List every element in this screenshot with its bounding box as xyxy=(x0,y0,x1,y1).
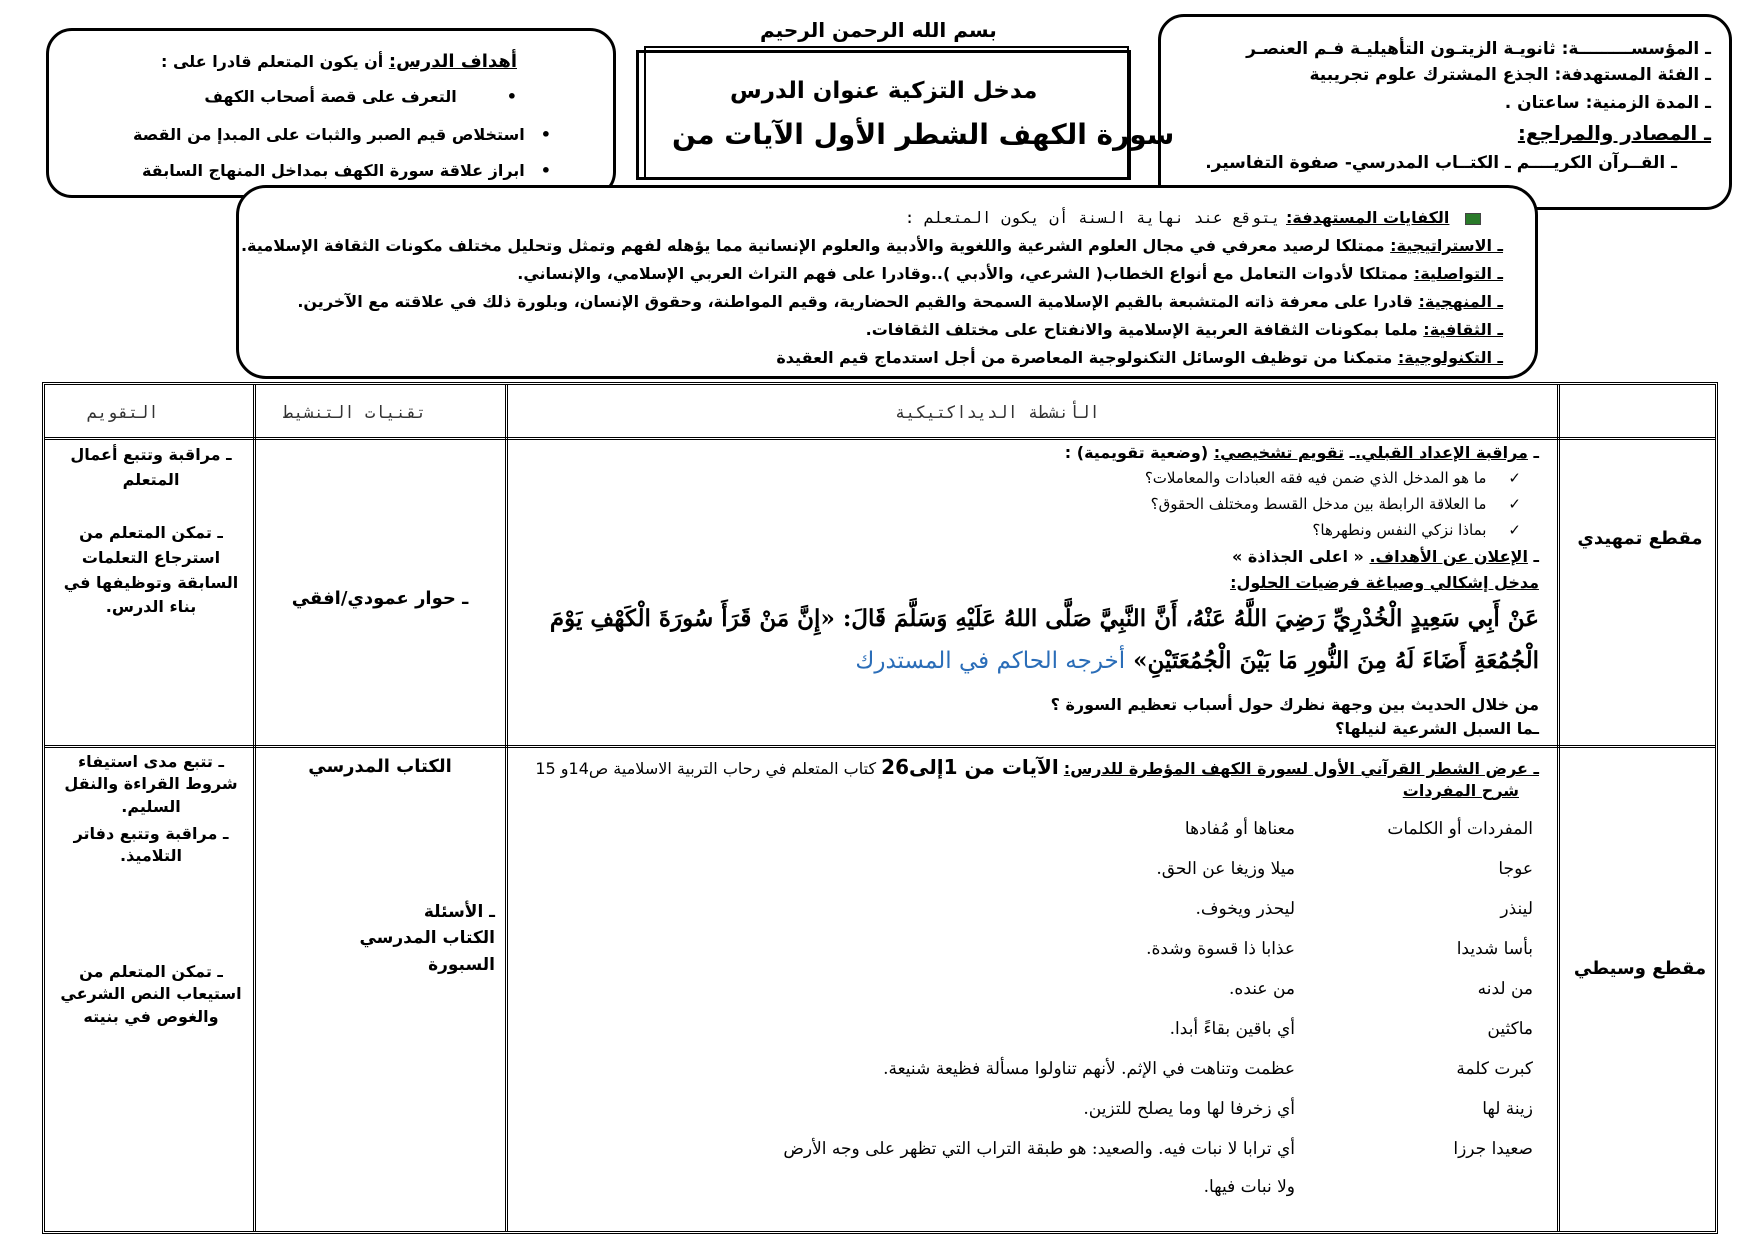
lesson-plan-table xyxy=(42,382,1718,1234)
vocab-meaning: من عنده. xyxy=(1229,979,1295,999)
bullet-icon xyxy=(1465,213,1481,225)
vocab-word: لينذر xyxy=(1500,899,1533,919)
check-item-1: ✓ما هو المدخل الذي ضمن فيه فقه العبادات والمعاملات؟ xyxy=(1144,469,1521,487)
question-1: من خلال الحديث بين وجهة نظرك حول أسباب تعظيم السورة ؟ xyxy=(1050,695,1539,714)
vocab-word: بأسا شديدا xyxy=(1456,939,1533,959)
announce-goals: ـ الإعلان عن الأهداف. « اعلى الجذاذة » xyxy=(1231,547,1539,566)
goal-item-1: •التعرف على قصة أصحاب الكهف xyxy=(204,87,517,106)
evaluation-middle-3: ـ تمكن المتعلم من استيعاب النص الشرعي والغوص في بنيته xyxy=(60,962,242,1026)
competency-cultural: ـ الثقافية: ملما بمكونات الثقافة العربية الإسلامية والانفتاح على مختلف الثقافات. xyxy=(865,320,1503,339)
hadith-line-1: عَنْ أَبِي سَعِيدٍ الْخُدْرِيِّ رَضِيَ اللَّهُ عَنْهُ، أَنَّ النَّبِيَّ صَلَّى اللهُ عَلَيْهِ وَسَلَّمَ قَالَ: «إِنَّ مَنْ قَرَأَ سُورَةَ الْكَهْفِ يَوْمَ xyxy=(549,605,1539,632)
evaluation-intro-1: ـ مراقبة وتتبع أعمال المتعلم xyxy=(70,445,232,489)
diagnostic-heading: ـ مراقبة الإعداد القبلي.ـ تقويم تشخيصي: (وضعية تقويمية) : xyxy=(1064,443,1539,462)
hadith-line-2: الْجُمُعَةِ أَضَاءَ لَهُ مِنَ النُّورِ مَا بَيْنَ الْجُمُعَتَيْنِ» أخرجه الحاكم في المستدرك xyxy=(855,647,1539,674)
lesson-title-line2: سورة الكهف الشطر الأول الآيات من xyxy=(672,118,1175,151)
evaluation-middle-2: ـ مراقبة وتتبع دفاتر التلاميذ. xyxy=(73,824,229,866)
vocab-word: كبرت كلمة xyxy=(1456,1059,1533,1079)
stage-middle: مقطع وسيطي xyxy=(1573,958,1707,979)
evaluation-middle-1: ـ تتبع مدى استيفاء شروط القراءة والنقل السليم. xyxy=(64,752,238,816)
header-activities: الأنشطة الديداكتيكية xyxy=(895,403,1100,423)
check-item-3: ✓بماذا نزكي النفس ونطهرها؟ xyxy=(1312,521,1521,539)
row-separator xyxy=(45,437,1715,440)
competency-technological: ـ التكنولوجية: متمكنا من توظيف الوسائل التكنولوجية المعاصرة من أجل استدماج قيم العقيدة xyxy=(776,348,1503,367)
institution-line: ـ المؤسســـــــــة: ثانويـة الزيتـون التأهيليـة فـم العنصـر xyxy=(1246,39,1711,59)
vocab-word: زينة لها xyxy=(1482,1099,1533,1119)
vocab-meaning: عذابا ذا قسوة وشدة. xyxy=(1146,939,1295,959)
col-separator xyxy=(505,385,508,1231)
stage-intro: مقطع تمهيدي xyxy=(1577,528,1703,549)
techniques-intro: ـ حوار عمودي/افقي xyxy=(291,588,469,609)
vocab-title: شرح المفردات xyxy=(1402,781,1519,800)
question-2: ـما السبل الشرعية لنيلها؟ xyxy=(1335,719,1539,738)
lesson-title-inner-frame xyxy=(644,46,1129,180)
vocab-head-word: المفردات أو الكلمات xyxy=(1387,819,1533,839)
vocab-head-meaning: معناها أو مُفادها xyxy=(1184,819,1295,839)
duration-line: ـ المدة الزمنية: ساعتان . xyxy=(1504,93,1711,113)
problem-heading: مدخل إشكالي وصياغة فرضيات الحلول: xyxy=(1230,573,1539,592)
vocab-meaning: أي ترابا لا نبات فيه. والصعيد: هو طبقة التراب التي تظهر على وجه الأرض xyxy=(783,1139,1295,1159)
basmala: بسم الله الرحمن الرحيم xyxy=(760,18,997,42)
lesson-goals-box xyxy=(46,28,616,198)
goals-heading-line: أهداف الدرس: أن يكون المتعلم قادرا على : xyxy=(161,51,517,72)
vocab-word: من لدنه xyxy=(1477,979,1533,999)
vocab-meaning: عظمت وتناهت في الإثم. لأنهم تناولوا مسألة فظيعة شنيعة. xyxy=(883,1059,1295,1079)
competency-communicative: ـ التواصلية: ممتلكا لأدوات التعامل مع أنواع الخطاب( الشرعي، والأدبي )..وقادرا على فهم التراث العربي الإسلامي، والإنساني. xyxy=(517,264,1503,283)
col-separator xyxy=(1557,385,1560,1231)
competency-methodological: ـ المنهجية: قادرا على معرفة ذاته المتشبعة بالقيم الإسلامية السمحة والقيم الحضارية، وقيم المواطنة، وحقوق الإنسان، وبلورة ذلك في علاقته مع الآخرين. xyxy=(297,292,1503,311)
vocab-meaning: ميلا وزيغا عن الحق. xyxy=(1156,859,1295,879)
presentation-line: ـ عرض الشطر القرآني الأول لسورة الكهف المؤطرة للدرس: الآيات من 1إلى26 كتاب المتعلم في رحاب التربية الاسلامية ص14و 15 xyxy=(535,755,1539,779)
evaluation-intro-2: ـ تمكن المتعلم من استرجاع التعلمات السابقة وتوظيفها في بناء الدرس. xyxy=(63,523,239,617)
sources-value: ـ القــرآن الكريــــم ـ الكتــاب المدرسي- صفوة التفاسير. xyxy=(1205,153,1677,173)
check-icon: ✓ xyxy=(1508,521,1521,539)
audience-line: ـ الفئة المستهدفة: الجذع المشترك علوم تجريبية xyxy=(1309,65,1711,85)
check-item-2: ✓ما العلاقة الرابطة بين مدخل القسط ومختلف الحقوق؟ xyxy=(1150,495,1521,513)
header-techniques: تقنيات التنشيط xyxy=(283,403,427,423)
competencies-box xyxy=(236,185,1538,379)
row-separator xyxy=(45,745,1715,748)
vocab-meaning: ولا نبات فيها. xyxy=(1203,1177,1295,1197)
goal-item-2: •استخلاص قيم الصبر والثبات على المبدإ من القصة xyxy=(133,125,551,144)
techniques-middle-1: الكتاب المدرسي xyxy=(308,756,452,777)
vocab-meaning: أي باقين بقاءً أبدا. xyxy=(1169,1019,1295,1039)
lesson-title-line1: مدخل التزكية عنوان الدرس xyxy=(730,78,1038,104)
header-evaluation: التقويم xyxy=(87,403,159,423)
vocab-word: ماكثين xyxy=(1487,1019,1533,1039)
lesson-info-box xyxy=(1158,14,1732,210)
vocab-meaning: أي زخرفا لها وما يصلح للتزين. xyxy=(1083,1099,1295,1119)
vocab-word: عوجا xyxy=(1498,859,1533,879)
sources-heading: ـ المصادر والمراجع: xyxy=(1517,121,1711,145)
check-icon: ✓ xyxy=(1508,495,1521,513)
check-icon: ✓ xyxy=(1508,469,1521,487)
vocab-word: صعيدا جرزا xyxy=(1453,1139,1533,1159)
vocab-meaning: ليحذر ويخوف. xyxy=(1195,899,1295,919)
techniques-middle-2: ـ الأسئلة الكتاب المدرسي السبورة xyxy=(359,902,495,975)
competencies-heading-line: الكفايات المستهدفة: يتوقع عند نهاية السنة أن يكون المتعلم : xyxy=(905,208,1481,227)
goal-item-3: •ابراز علاقة سورة الكهف بمداخل المنهاج السابقة xyxy=(141,161,551,180)
col-separator xyxy=(253,385,256,1231)
competency-strategic: ـ الاستراتيجية: ممتلكا لرصيد معرفي في مجال العلوم الشرعية واللغوية والأدبية والعلوم الإنسانية مما يؤهله لفهم وتمثل وتحليل مختلف مكونات الثقافة الإسلامية. xyxy=(240,236,1503,255)
